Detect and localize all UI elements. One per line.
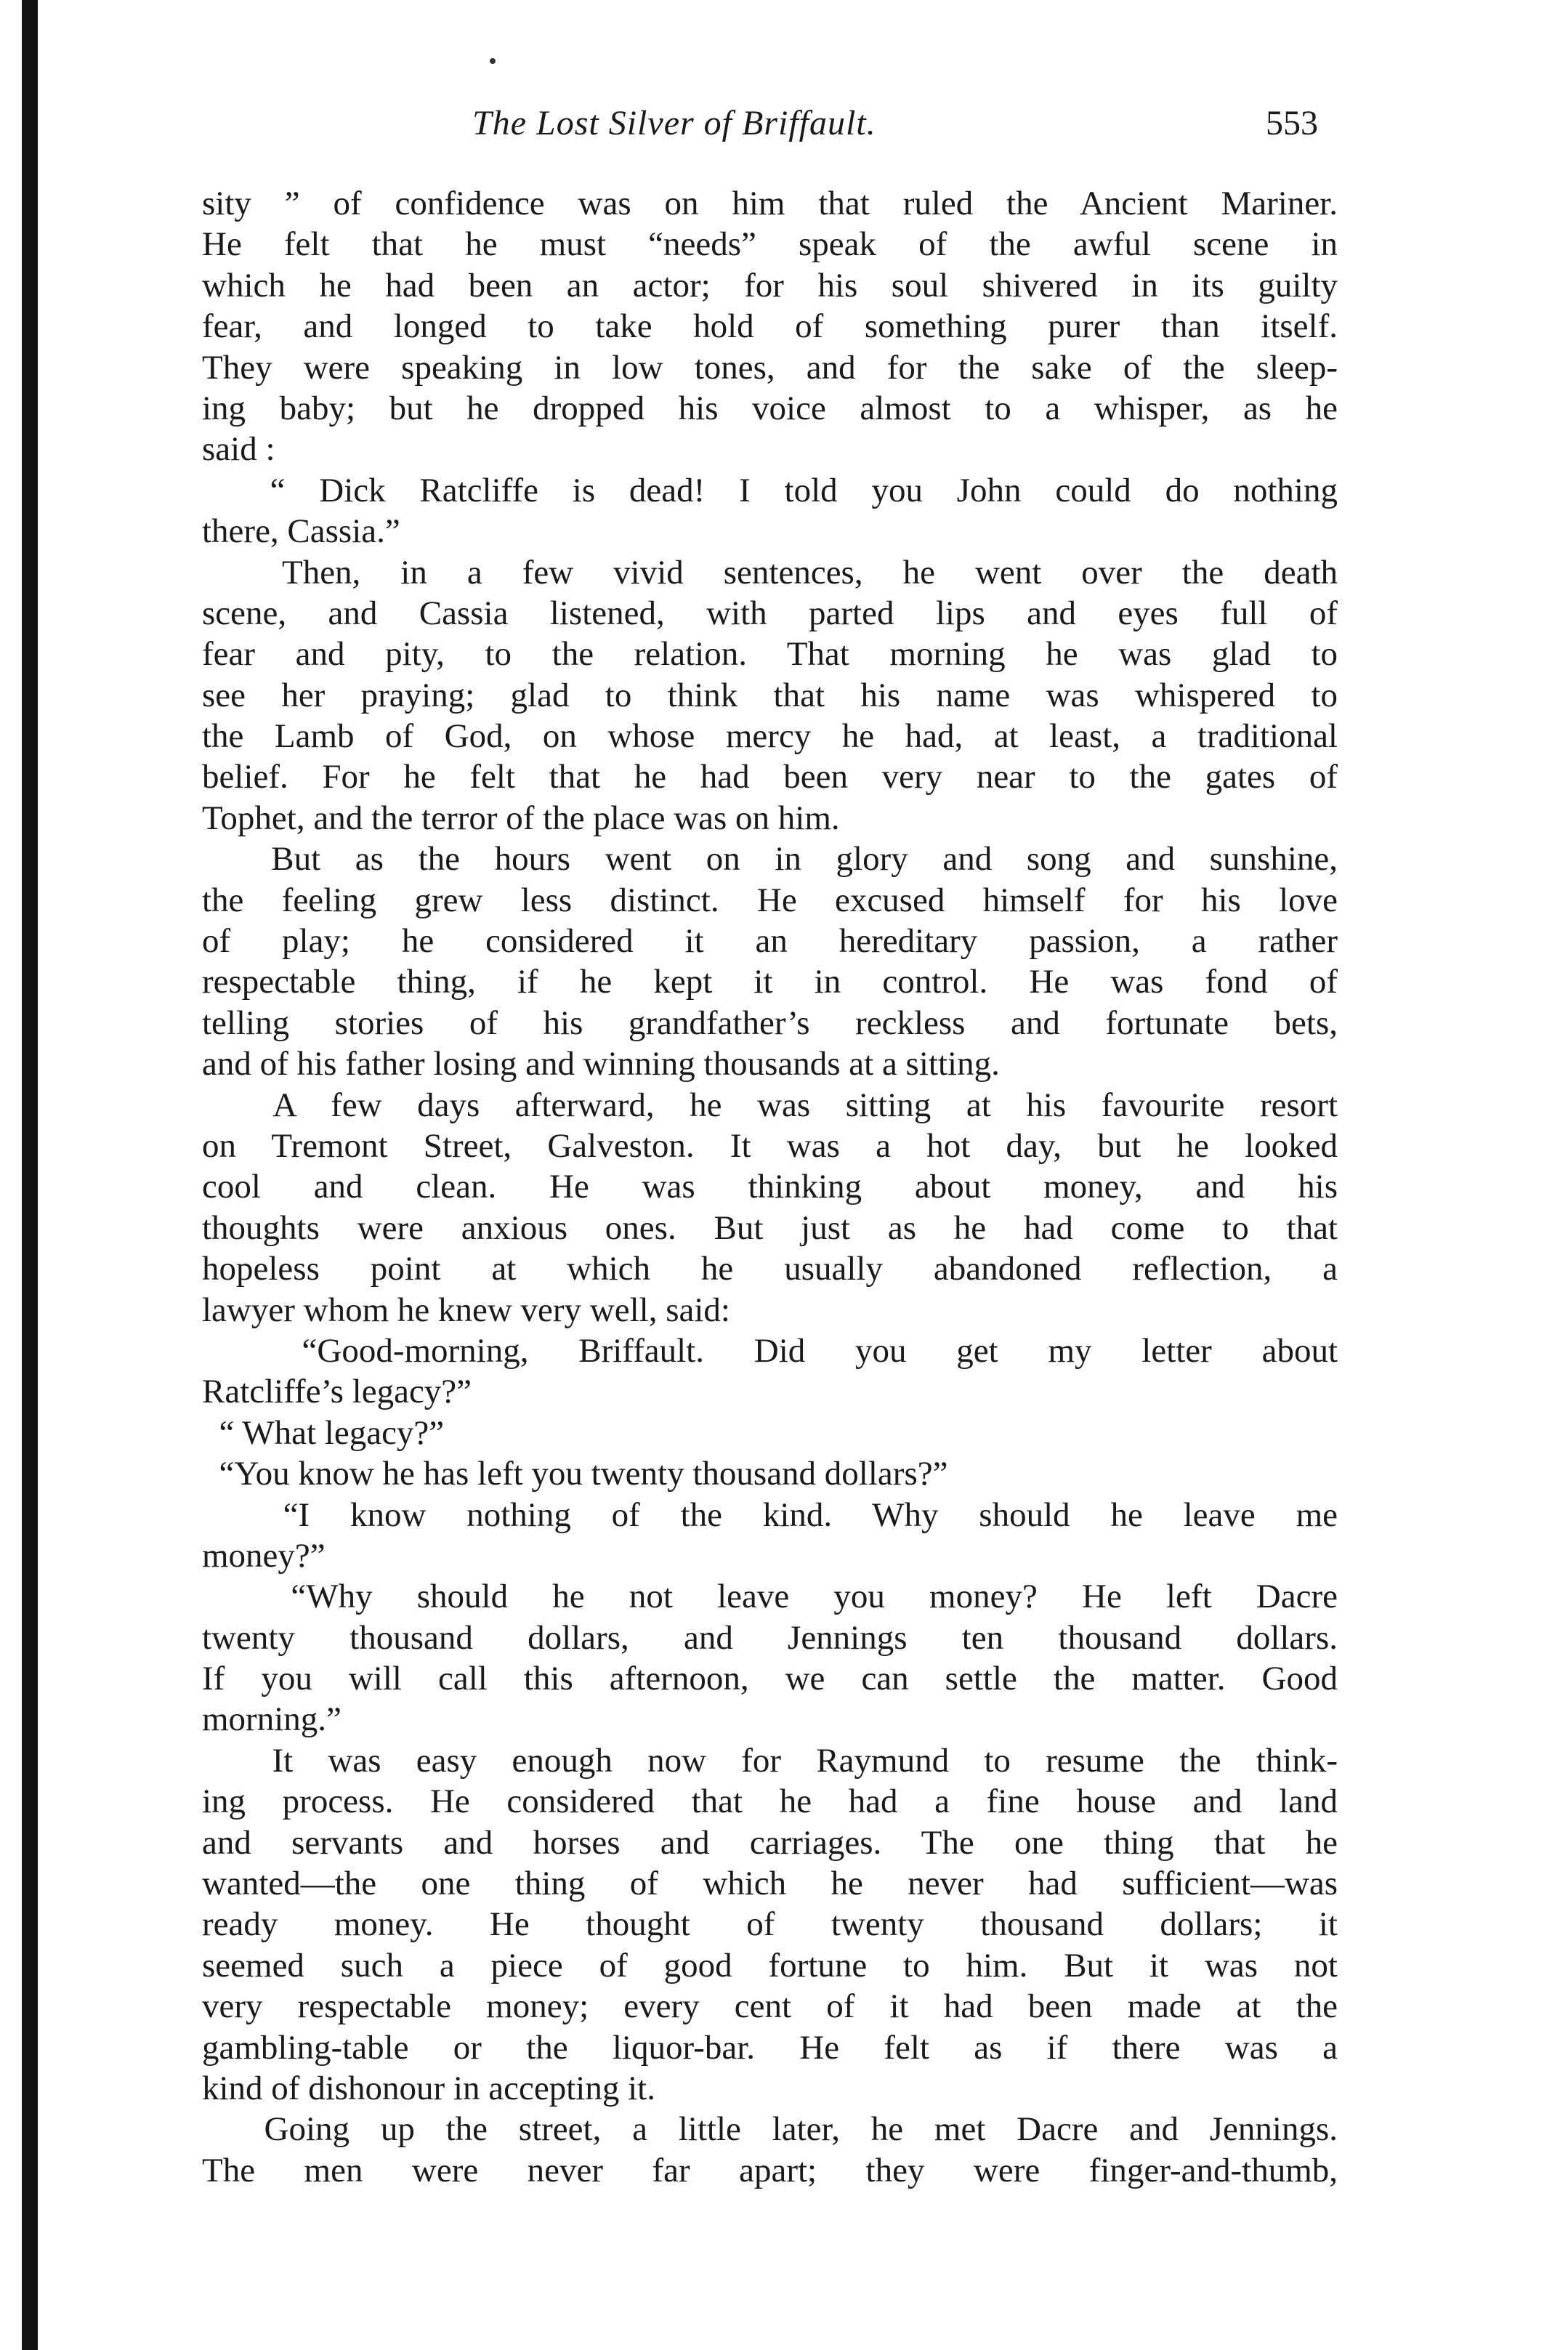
text-line: twenty thousand dollars, and Jennings ten thousand dollars.: [202, 1618, 1338, 1657]
text-line: ing process. He considered that he had a fine house and land: [202, 1782, 1338, 1821]
text-line: the feeling grew less distinct. He excused himself for his love: [202, 881, 1338, 919]
text-line: telling stories of his grandfather’s reckless and fortunate bets,: [202, 1004, 1338, 1042]
text-line: Ratcliffe’s legacy?”: [202, 1373, 472, 1411]
text-line: wanted—the one thing of which he never had sufficient—was: [202, 1865, 1338, 1903]
text-line: “Why should he not leave you money? He left Dacre: [202, 1578, 1338, 1616]
text-line: It was easy enough now for Raymund to resume the think-: [202, 1741, 1338, 1780]
text-line: sity ” of confidence was on him that ruled the Ancient Mariner.: [202, 185, 1338, 222]
running-title: The Lost Silver of Briffault.: [472, 104, 876, 142]
body-text: [202, 183, 1338, 2191]
text-line: kind of dishonour in accepting it.: [202, 2069, 655, 2107]
running-header: [0, 102, 1568, 160]
text-line: But as the hours went on in glory and song and sunshine,: [202, 840, 1338, 879]
text-line: gambling-table or the liquor-bar. He felt as if there was a: [202, 2028, 1338, 2067]
text-line: cool and clean. He was thinking about money, and his: [202, 1168, 1338, 1206]
text-line: fear and pity, to the relation. That morning he was glad to: [202, 635, 1338, 674]
text-line: “I know nothing of the kind. Why should he leave me: [202, 1495, 1338, 1534]
text-line: the Lamb of God, on whose mercy he had, at least, a traditional: [202, 717, 1338, 756]
page-binding-edge: [22, 0, 38, 2350]
text-line: Then, in a few vivid sentences, he went over the death: [202, 553, 1338, 591]
text-line: lawyer whom he knew very well, said:: [202, 1291, 730, 1329]
text-line: hopeless point at which he usually abandoned reflection, a: [202, 1250, 1338, 1288]
text-line: there, Cassia.”: [202, 512, 400, 551]
text-line: scene, and Cassia listened, with parted lips and eyes full of: [202, 594, 1338, 632]
text-line: “ Dick Ratcliffe is dead! I told you John could do nothing: [202, 471, 1338, 509]
text-line: see her praying; glad to think that his name was whispered to: [202, 676, 1338, 714]
text-line: The men were never far apart; they were finger-and-thumb,: [202, 2151, 1338, 2189]
text-line: seemed such a piece of good fortune to him. But it was not: [202, 1946, 1338, 1984]
text-line: ing baby; but he dropped his voice almost to a whisper, as he: [202, 389, 1338, 427]
text-line: If you will call this afternoon, we can settle the matter. Good: [202, 1660, 1338, 1698]
text-line: A few days afterward, he was sitting at his favourite resort: [202, 1086, 1338, 1124]
text-line: which he had been an actor; for his soul shivered in its guilty: [202, 266, 1338, 304]
text-line: He felt that he must “needs” speak of the awful scene in: [202, 225, 1338, 264]
text-line: of play; he considered it an hereditary passion, a rather: [202, 922, 1338, 961]
text-line: They were speaking in low tones, and for the sake of the sleep-: [202, 348, 1338, 387]
text-line: morning.”: [202, 1700, 342, 1739]
text-line: money?”: [202, 1536, 326, 1575]
text-line: said :: [202, 430, 275, 469]
text-line: belief. For he felt that he had been very near to the gates of: [202, 758, 1338, 796]
text-line: on Tremont Street, Galveston. It was a hot day, but he looked: [202, 1126, 1338, 1165]
text-line: fear, and longed to take hold of something purer than itself.: [202, 307, 1338, 346]
text-line: “ What legacy?”: [202, 1413, 445, 1452]
text-line: respectable thing, if he kept it in control. He was fond of: [202, 963, 1338, 1001]
page-number: 553: [1266, 104, 1318, 142]
text-line: Going up the street, a little later, he met Dacre and Jennings.: [202, 2110, 1338, 2149]
text-line: thoughts were anxious ones. But just as he had come to that: [202, 1208, 1338, 1247]
text-line: and servants and horses and carriages. The one thing that he: [202, 1823, 1338, 1862]
text-line: very respectable money; every cent of it had been made at the: [202, 1987, 1338, 2026]
text-line: Tophet, and the terror of the place was on him.: [202, 799, 840, 837]
text-line: “Good-morning, Briffault. Did you get my letter about: [202, 1331, 1338, 1370]
print-speck: [490, 58, 496, 64]
text-line: “You know he has left you twenty thousand dollars?”: [202, 1455, 948, 1493]
text-line: ready money. He thought of twenty thousand dollars; it: [202, 1905, 1338, 1944]
text-line: and of his father losing and winning thousands at a sitting.: [202, 1045, 1000, 1083]
